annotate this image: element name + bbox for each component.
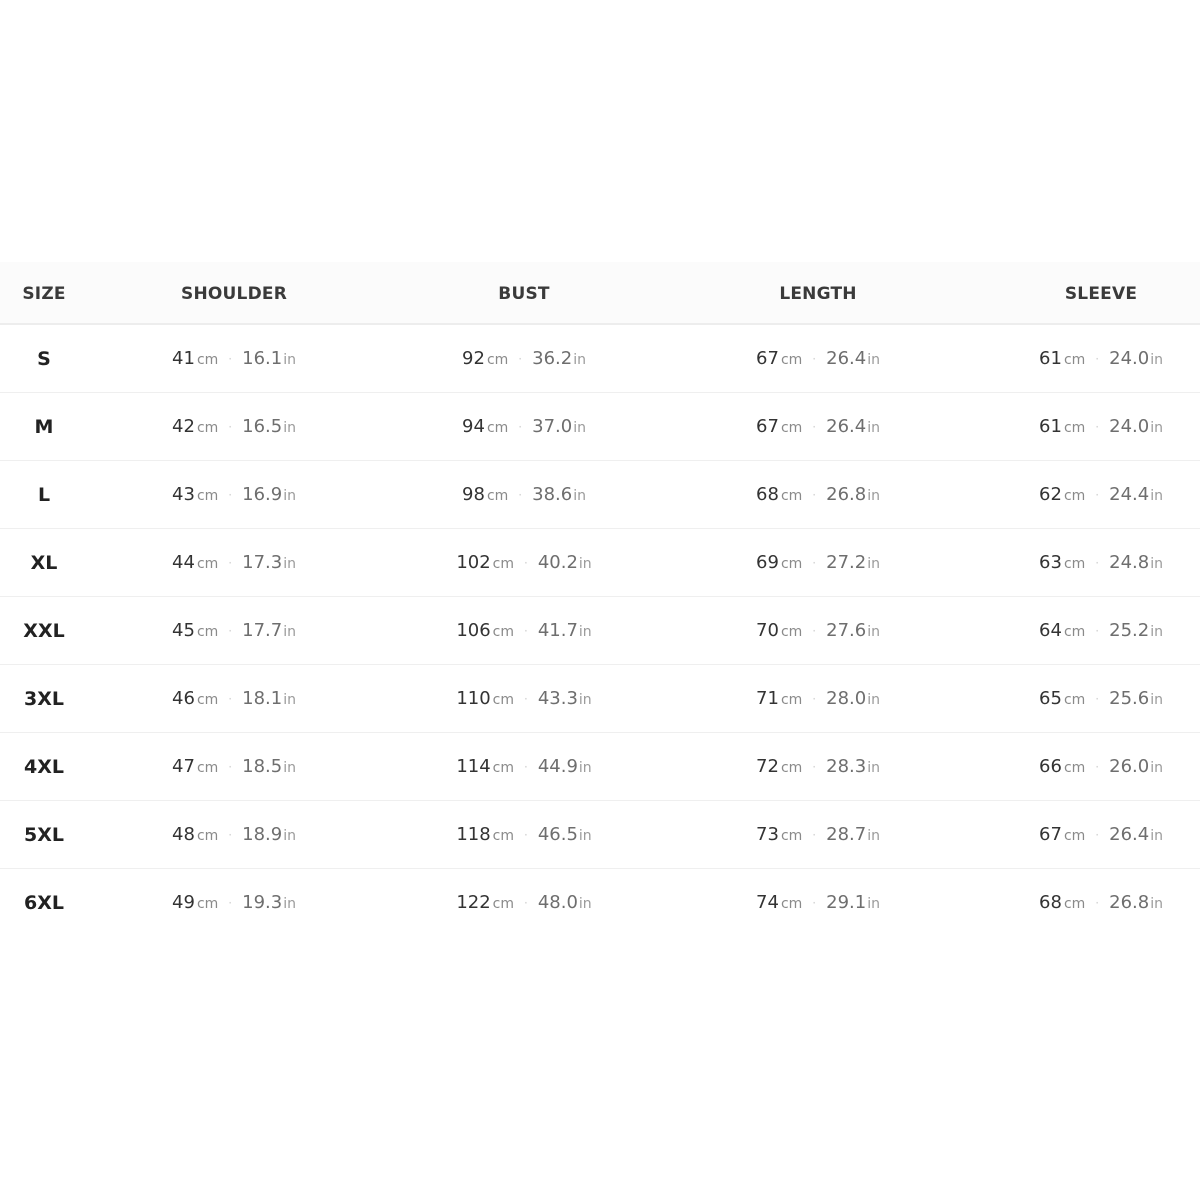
sleeve-in-value: 26.4 [1109,824,1150,845]
sleeve-in-value: 24.4 [1109,484,1150,505]
in-unit-label: in [578,827,592,844]
bust-in-value: 36.2 [532,348,573,369]
sleeve-in-value: 24.8 [1109,552,1150,573]
in-unit-label: in [573,487,586,504]
unit-separator: · [524,691,528,706]
shoulder-in-value: 16.9 [242,484,283,505]
cm-unit-label: cm [486,487,509,504]
in-unit-label: in [283,827,296,844]
unit-separator: · [228,351,233,366]
length-cell [756,733,880,800]
in-unit-label: in [867,895,880,912]
table-header-row [0,262,1200,325]
unit-separator: · [228,827,233,842]
length-cell [756,597,880,664]
sleeve-cell [1039,801,1163,868]
sleeve-in-value: 26.0 [1109,756,1150,777]
unit-separator: · [228,691,233,706]
table-row [0,529,1200,597]
in-unit-label: in [867,555,880,572]
in-unit-label: in [1150,827,1163,844]
bust-cm-value: 106 [456,620,491,641]
unit-separator: · [524,759,528,774]
unit-separator: · [228,487,233,502]
size-label: XL [30,551,58,574]
header-sleeve: SLEEVE [1064,283,1138,304]
length-cm-value: 68 [756,484,779,505]
length-in-value: 28.7 [826,824,867,845]
cm-unit-label: cm [196,351,219,368]
header-size: SIZE [22,283,66,304]
bust-in-value: 44.9 [537,756,578,777]
in-unit-label: in [867,623,880,640]
bust-cell [462,393,586,460]
sleeve-cm-value: 66 [1039,756,1062,777]
length-cell [756,529,880,596]
in-unit-label: in [867,487,880,504]
unit-separator: · [1095,827,1100,842]
unit-separator: · [812,759,817,774]
in-unit-label: in [578,759,592,776]
bust-cm-value: 98 [462,484,485,505]
shoulder-cell [172,529,296,596]
sleeve-cell [1039,461,1163,528]
in-unit-label: in [1150,555,1163,572]
cm-unit-label: cm [196,895,219,912]
in-unit-label: in [283,691,296,708]
table-row [0,597,1200,665]
shoulder-cell [172,461,296,528]
sleeve-in-value: 25.6 [1109,688,1150,709]
shoulder-cell [172,325,296,392]
shoulder-cm-value: 41 [172,348,195,369]
cm-unit-label: cm [1063,351,1086,368]
shoulder-cm-value: 43 [172,484,195,505]
in-unit-label: in [283,759,296,776]
shoulder-in-value: 18.1 [242,688,283,709]
bust-cell [456,869,591,936]
table-row [0,461,1200,529]
shoulder-cell [172,597,296,664]
shoulder-in-value: 18.9 [242,824,283,845]
cm-unit-label: cm [1063,691,1086,708]
length-cell [756,461,880,528]
in-unit-label: in [578,623,592,640]
in-unit-label: in [867,759,880,776]
cm-unit-label: cm [196,419,219,436]
cm-unit-label: cm [780,487,803,504]
unit-separator: · [812,419,817,434]
in-unit-label: in [283,623,296,640]
table-body [0,325,1200,936]
cm-unit-label: cm [486,419,509,436]
length-in-value: 26.8 [826,484,867,505]
unit-separator: · [812,555,817,570]
length-cell [756,665,880,732]
cm-unit-label: cm [492,623,515,640]
in-unit-label: in [578,895,592,912]
length-cm-value: 71 [756,688,779,709]
sleeve-cm-value: 61 [1039,348,1062,369]
shoulder-in-value: 16.5 [242,416,283,437]
size-label: S [37,347,51,370]
unit-separator: · [1095,691,1100,706]
sleeve-cell [1039,733,1163,800]
unit-separator: · [812,487,817,502]
in-unit-label: in [578,691,592,708]
cm-unit-label: cm [492,895,515,912]
sleeve-cell [1039,393,1163,460]
cm-unit-label: cm [196,827,219,844]
unit-separator: · [812,895,817,910]
shoulder-cm-value: 48 [172,824,195,845]
sleeve-cell [1039,529,1163,596]
size-label: 3XL [24,687,64,710]
cm-unit-label: cm [196,555,219,572]
sleeve-cm-value: 64 [1039,620,1062,641]
table-row [0,393,1200,461]
in-unit-label: in [578,555,592,572]
length-cell [756,393,880,460]
sleeve-cm-value: 67 [1039,824,1062,845]
shoulder-cell [172,393,296,460]
cm-unit-label: cm [1063,555,1086,572]
shoulder-cell [172,733,296,800]
length-in-value: 27.6 [826,620,867,641]
length-in-value: 29.1 [826,892,867,913]
bust-cm-value: 118 [456,824,491,845]
length-cell [756,801,880,868]
size-label: M [34,415,54,438]
length-cm-value: 69 [756,552,779,573]
bust-cm-value: 114 [456,756,491,777]
cm-unit-label: cm [780,759,803,776]
sleeve-cm-value: 63 [1039,552,1062,573]
size-label: 4XL [24,755,64,778]
bust-cm-value: 110 [456,688,491,709]
sleeve-cm-value: 65 [1039,688,1062,709]
in-unit-label: in [1150,895,1163,912]
unit-separator: · [812,351,817,366]
length-cm-value: 74 [756,892,779,913]
header-shoulder: SHOULDER [181,283,287,304]
cm-unit-label: cm [1063,419,1086,436]
bust-cell [456,733,591,800]
in-unit-label: in [1150,759,1163,776]
unit-separator: · [1095,555,1100,570]
shoulder-cm-value: 47 [172,756,195,777]
shoulder-cm-value: 45 [172,620,195,641]
shoulder-in-value: 18.5 [242,756,283,777]
in-unit-label: in [283,555,296,572]
size-label: XXL [23,619,65,642]
size-chart-table [0,262,1200,936]
in-unit-label: in [867,419,880,436]
sleeve-in-value: 26.8 [1109,892,1150,913]
cm-unit-label: cm [1063,623,1086,640]
in-unit-label: in [867,351,880,368]
in-unit-label: in [1150,691,1163,708]
sleeve-cell [1039,869,1163,936]
cm-unit-label: cm [492,691,515,708]
length-in-value: 27.2 [826,552,867,573]
shoulder-cell [172,665,296,732]
length-cell [756,325,880,392]
bust-cm-value: 94 [462,416,485,437]
shoulder-cm-value: 42 [172,416,195,437]
unit-separator: · [228,759,233,774]
in-unit-label: in [283,895,296,912]
bust-in-value: 43.3 [537,688,578,709]
in-unit-label: in [283,419,296,436]
sleeve-in-value: 24.0 [1109,348,1150,369]
sleeve-in-value: 25.2 [1109,620,1150,641]
unit-separator: · [228,623,233,638]
sleeve-cell [1039,597,1163,664]
bust-cell [456,801,591,868]
unit-separator: · [812,827,817,842]
table-row [0,665,1200,733]
length-in-value: 28.0 [826,688,867,709]
cm-unit-label: cm [196,487,219,504]
bust-cm-value: 92 [462,348,485,369]
cm-unit-label: cm [486,351,509,368]
bust-cell [462,461,586,528]
shoulder-in-value: 19.3 [242,892,283,913]
cm-unit-label: cm [492,827,515,844]
length-cm-value: 70 [756,620,779,641]
unit-separator: · [1095,895,1100,910]
bust-in-value: 37.0 [532,416,573,437]
unit-separator: · [524,555,528,570]
cm-unit-label: cm [196,691,219,708]
cm-unit-label: cm [780,555,803,572]
in-unit-label: in [1150,351,1163,368]
shoulder-cm-value: 46 [172,688,195,709]
bust-in-value: 41.7 [537,620,578,641]
cm-unit-label: cm [780,827,803,844]
length-cm-value: 67 [756,416,779,437]
sleeve-cm-value: 61 [1039,416,1062,437]
bust-cell [456,529,591,596]
bust-in-value: 46.5 [537,824,578,845]
unit-separator: · [524,895,528,910]
cm-unit-label: cm [492,555,515,572]
in-unit-label: in [1150,419,1163,436]
cm-unit-label: cm [1063,487,1086,504]
cm-unit-label: cm [780,419,803,436]
unit-separator: · [812,623,817,638]
bust-in-value: 48.0 [537,892,578,913]
in-unit-label: in [283,351,296,368]
sleeve-cell [1039,325,1163,392]
unit-separator: · [518,351,523,366]
in-unit-label: in [1150,487,1163,504]
bust-in-value: 40.2 [537,552,578,573]
in-unit-label: in [867,827,880,844]
shoulder-in-value: 16.1 [242,348,283,369]
unit-separator: · [1095,623,1100,638]
sleeve-cell [1039,665,1163,732]
length-cm-value: 72 [756,756,779,777]
in-unit-label: in [573,351,586,368]
cm-unit-label: cm [196,759,219,776]
header-bust: BUST [498,283,550,304]
shoulder-cell [172,801,296,868]
unit-separator: · [524,623,528,638]
shoulder-in-value: 17.3 [242,552,283,573]
length-in-value: 28.3 [826,756,867,777]
unit-separator: · [1095,759,1100,774]
table-row [0,325,1200,393]
in-unit-label: in [283,487,296,504]
unit-separator: · [518,487,523,502]
bust-cell [456,665,591,732]
unit-separator: · [1095,487,1100,502]
unit-separator: · [1095,419,1100,434]
size-label: 6XL [24,891,64,914]
bust-cm-value: 122 [456,892,491,913]
length-in-value: 26.4 [826,348,867,369]
unit-separator: · [518,419,523,434]
cm-unit-label: cm [196,623,219,640]
sleeve-cm-value: 62 [1039,484,1062,505]
table-row [0,801,1200,869]
unit-separator: · [812,691,817,706]
bust-cell [456,597,591,664]
shoulder-cell [172,869,296,936]
unit-separator: · [524,827,528,842]
unit-separator: · [228,895,233,910]
table-row [0,869,1200,936]
shoulder-cm-value: 44 [172,552,195,573]
cm-unit-label: cm [780,691,803,708]
length-cm-value: 73 [756,824,779,845]
cm-unit-label: cm [780,351,803,368]
bust-cm-value: 102 [456,552,491,573]
table-row [0,733,1200,801]
cm-unit-label: cm [1063,895,1086,912]
length-cm-value: 67 [756,348,779,369]
header-length: LENGTH [779,283,857,304]
length-cell [756,869,880,936]
shoulder-cm-value: 49 [172,892,195,913]
size-label: 5XL [24,823,64,846]
cm-unit-label: cm [492,759,515,776]
size-label: L [37,483,51,506]
unit-separator: · [228,419,233,434]
in-unit-label: in [573,419,586,436]
bust-cell [462,325,586,392]
length-in-value: 26.4 [826,416,867,437]
unit-separator: · [228,555,233,570]
sleeve-cm-value: 68 [1039,892,1062,913]
cm-unit-label: cm [1063,827,1086,844]
sleeve-in-value: 24.0 [1109,416,1150,437]
cm-unit-label: cm [780,623,803,640]
in-unit-label: in [1150,623,1163,640]
cm-unit-label: cm [1063,759,1086,776]
cm-unit-label: cm [780,895,803,912]
bust-in-value: 38.6 [532,484,573,505]
in-unit-label: in [867,691,880,708]
shoulder-in-value: 17.7 [242,620,283,641]
unit-separator: · [1095,351,1100,366]
